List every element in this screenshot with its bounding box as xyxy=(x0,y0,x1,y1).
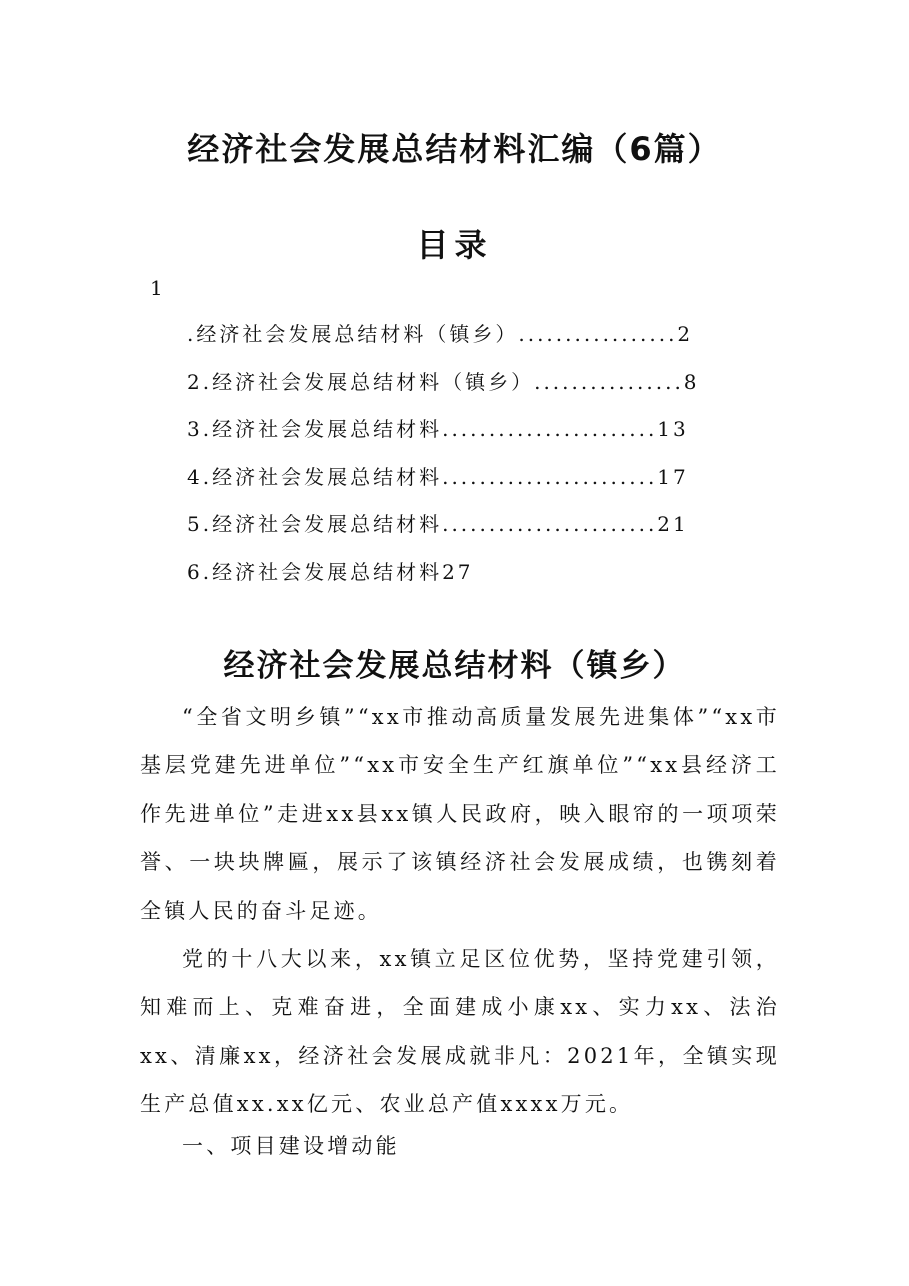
section-title: 经济社会发展总结材料（镇乡） xyxy=(223,648,686,684)
toc-entry-4[interactable]: 4.经济社会发展总结材料.......................17 xyxy=(187,464,689,489)
toc-entry-6[interactable]: 6.经济社会发展总结材料27 xyxy=(187,559,474,584)
toc-entry-3[interactable]: 3.经济社会发展总结材料.......................13 xyxy=(187,417,689,442)
toc-entry-1[interactable]: .经济社会发展总结材料（镇乡）.................2 xyxy=(187,322,694,346)
toc-entry-2[interactable]: 2.经济社会发展总结材料（镇乡）................8 xyxy=(187,369,700,394)
body-paragraph-2: 党的十八大以来，xx镇立足区位优势，坚持党建引领，知难而上、克难奋进，全面建成小康xx、实力xx、法治xx、清廉xx，经济社会发展成就非凡：2021年，全镇实现生产总值xx.xx亿元、农业总产值xxxx万元。 xyxy=(140,947,780,1117)
document-title: 经济社会发展总结材料汇编（6篇） xyxy=(187,130,722,168)
toc-prefix-number: 1 xyxy=(150,276,163,300)
body-paragraph-1: “全省文明乡镇”“xx市推动高质量发展先进集体”“xx市基层党建先进单位”“xx市安全生产红旗单位”“xx县经济工作先进单位”走进xx县xx镇人民政府，映入眼帘的一项项荣誉、一块块牌匾，展示了该镇经济社会发展成绩，也镌刻着全镇人民的奋斗足迹。 xyxy=(140,705,780,923)
toc-entry-5[interactable]: 5.经济社会发展总结材料.......................21 xyxy=(187,512,689,537)
section-subheading: 一、项目建设增动能 xyxy=(182,1134,400,1158)
table-of-contents xyxy=(187,318,777,604)
toc-heading: 目录 xyxy=(416,226,493,264)
